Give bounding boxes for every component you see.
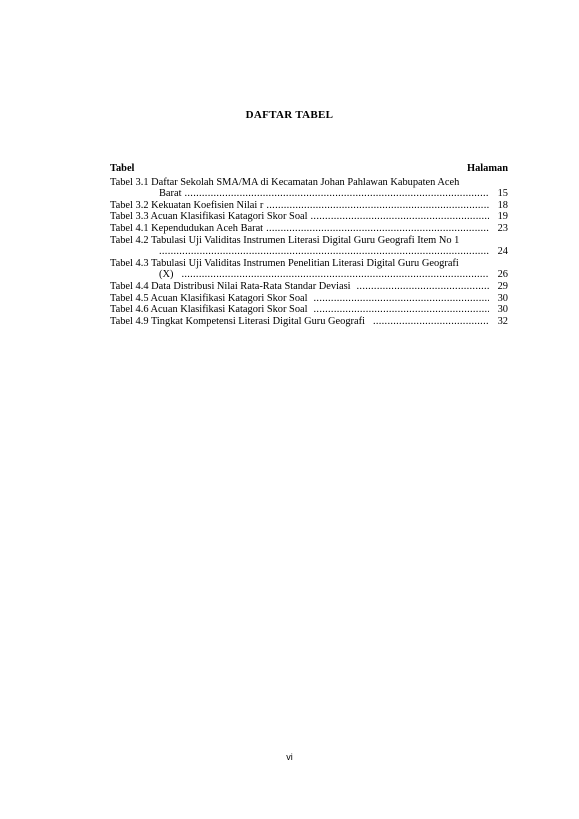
entry-page: 30	[497, 292, 508, 304]
entry-label: Tabel 4.6	[110, 304, 149, 316]
entry-page: 26	[497, 269, 508, 281]
dot-leader	[311, 211, 489, 223]
entry-title: Data Distribusi Nilai Rata-Rata Standar Deviasi	[151, 280, 351, 292]
toc-entry	[110, 200, 508, 212]
entry-label: Tabel 4.3	[110, 257, 149, 269]
toc-entry	[110, 293, 508, 305]
entry-page: 32	[497, 315, 508, 327]
page-number: vi	[286, 752, 293, 762]
entry-title: Kekuatan Koefisien Nilai r	[151, 199, 264, 211]
toc-header-right: Halaman	[467, 163, 508, 174]
dot-leader	[266, 223, 489, 235]
entry-title: Acuan Klasifikasi Katagori Skor Soal	[150, 292, 308, 304]
entry-label: Tabel 4.5	[110, 292, 149, 304]
entry-label: Tabel 4.9	[110, 315, 149, 327]
dot-leader	[373, 316, 489, 328]
entry-page: 29	[497, 280, 508, 292]
entry-label: Tabel 4.2	[110, 234, 149, 246]
page-title: DAFTAR TABEL	[245, 109, 334, 121]
entry-title-continued: (X)	[159, 269, 174, 281]
entry-label: Tabel 3.1	[110, 176, 149, 188]
dot-leader	[314, 293, 489, 305]
entry-page: 19	[497, 211, 508, 223]
entry-page: 24	[497, 246, 508, 258]
dot-leader	[357, 281, 489, 293]
toc-entry	[110, 211, 508, 223]
entry-page: 30	[497, 304, 508, 316]
toc-entry	[110, 316, 508, 328]
toc-header	[110, 163, 508, 175]
entry-label: Tabel 4.1	[110, 222, 149, 234]
entry-page: 23	[497, 222, 508, 234]
toc-entry	[110, 223, 508, 235]
dot-leader	[314, 304, 489, 316]
dot-leader	[181, 269, 489, 281]
entry-page: 15	[497, 188, 508, 200]
entry-label: Tabel 3.3	[110, 211, 149, 223]
entry-title: Tabulasi Uji Validitas Instrumen Penelitian Literasi Digital Guru Geografi	[150, 257, 459, 269]
entry-title: Kependudukan Aceh Barat	[151, 222, 264, 234]
entry-page: 18	[497, 199, 508, 211]
entry-label: Tabel 3.2	[110, 199, 149, 211]
table-of-tables	[110, 163, 508, 327]
entry-title: Acuan Klasifikasi Katagori Skor Soal	[150, 211, 308, 223]
entry-title-continued: Barat	[159, 188, 182, 200]
entry-title: Tingkat Kompetensi Literasi Digital Guru Geografi	[150, 315, 365, 327]
toc-entry	[110, 281, 508, 293]
toc-entry	[110, 258, 508, 281]
dot-leader	[185, 188, 489, 200]
toc-entry	[110, 177, 508, 200]
entry-title: Tabulasi Uji Validitas Instrumen Literasi Digital Guru Geografi Item No 1	[150, 234, 460, 246]
dot-leader	[266, 200, 489, 212]
toc-entry	[110, 304, 508, 316]
entry-title: Acuan Klasifikasi Katagori Skor Soal	[150, 304, 308, 316]
toc-entry	[110, 235, 508, 258]
entry-label: Tabel 4.4	[110, 280, 149, 292]
entry-title: Daftar Sekolah SMA/MA di Kecamatan Johan Pahlawan Kabupaten Aceh	[151, 176, 460, 188]
dot-leader	[159, 246, 489, 258]
toc-header-left: Tabel	[110, 163, 135, 174]
